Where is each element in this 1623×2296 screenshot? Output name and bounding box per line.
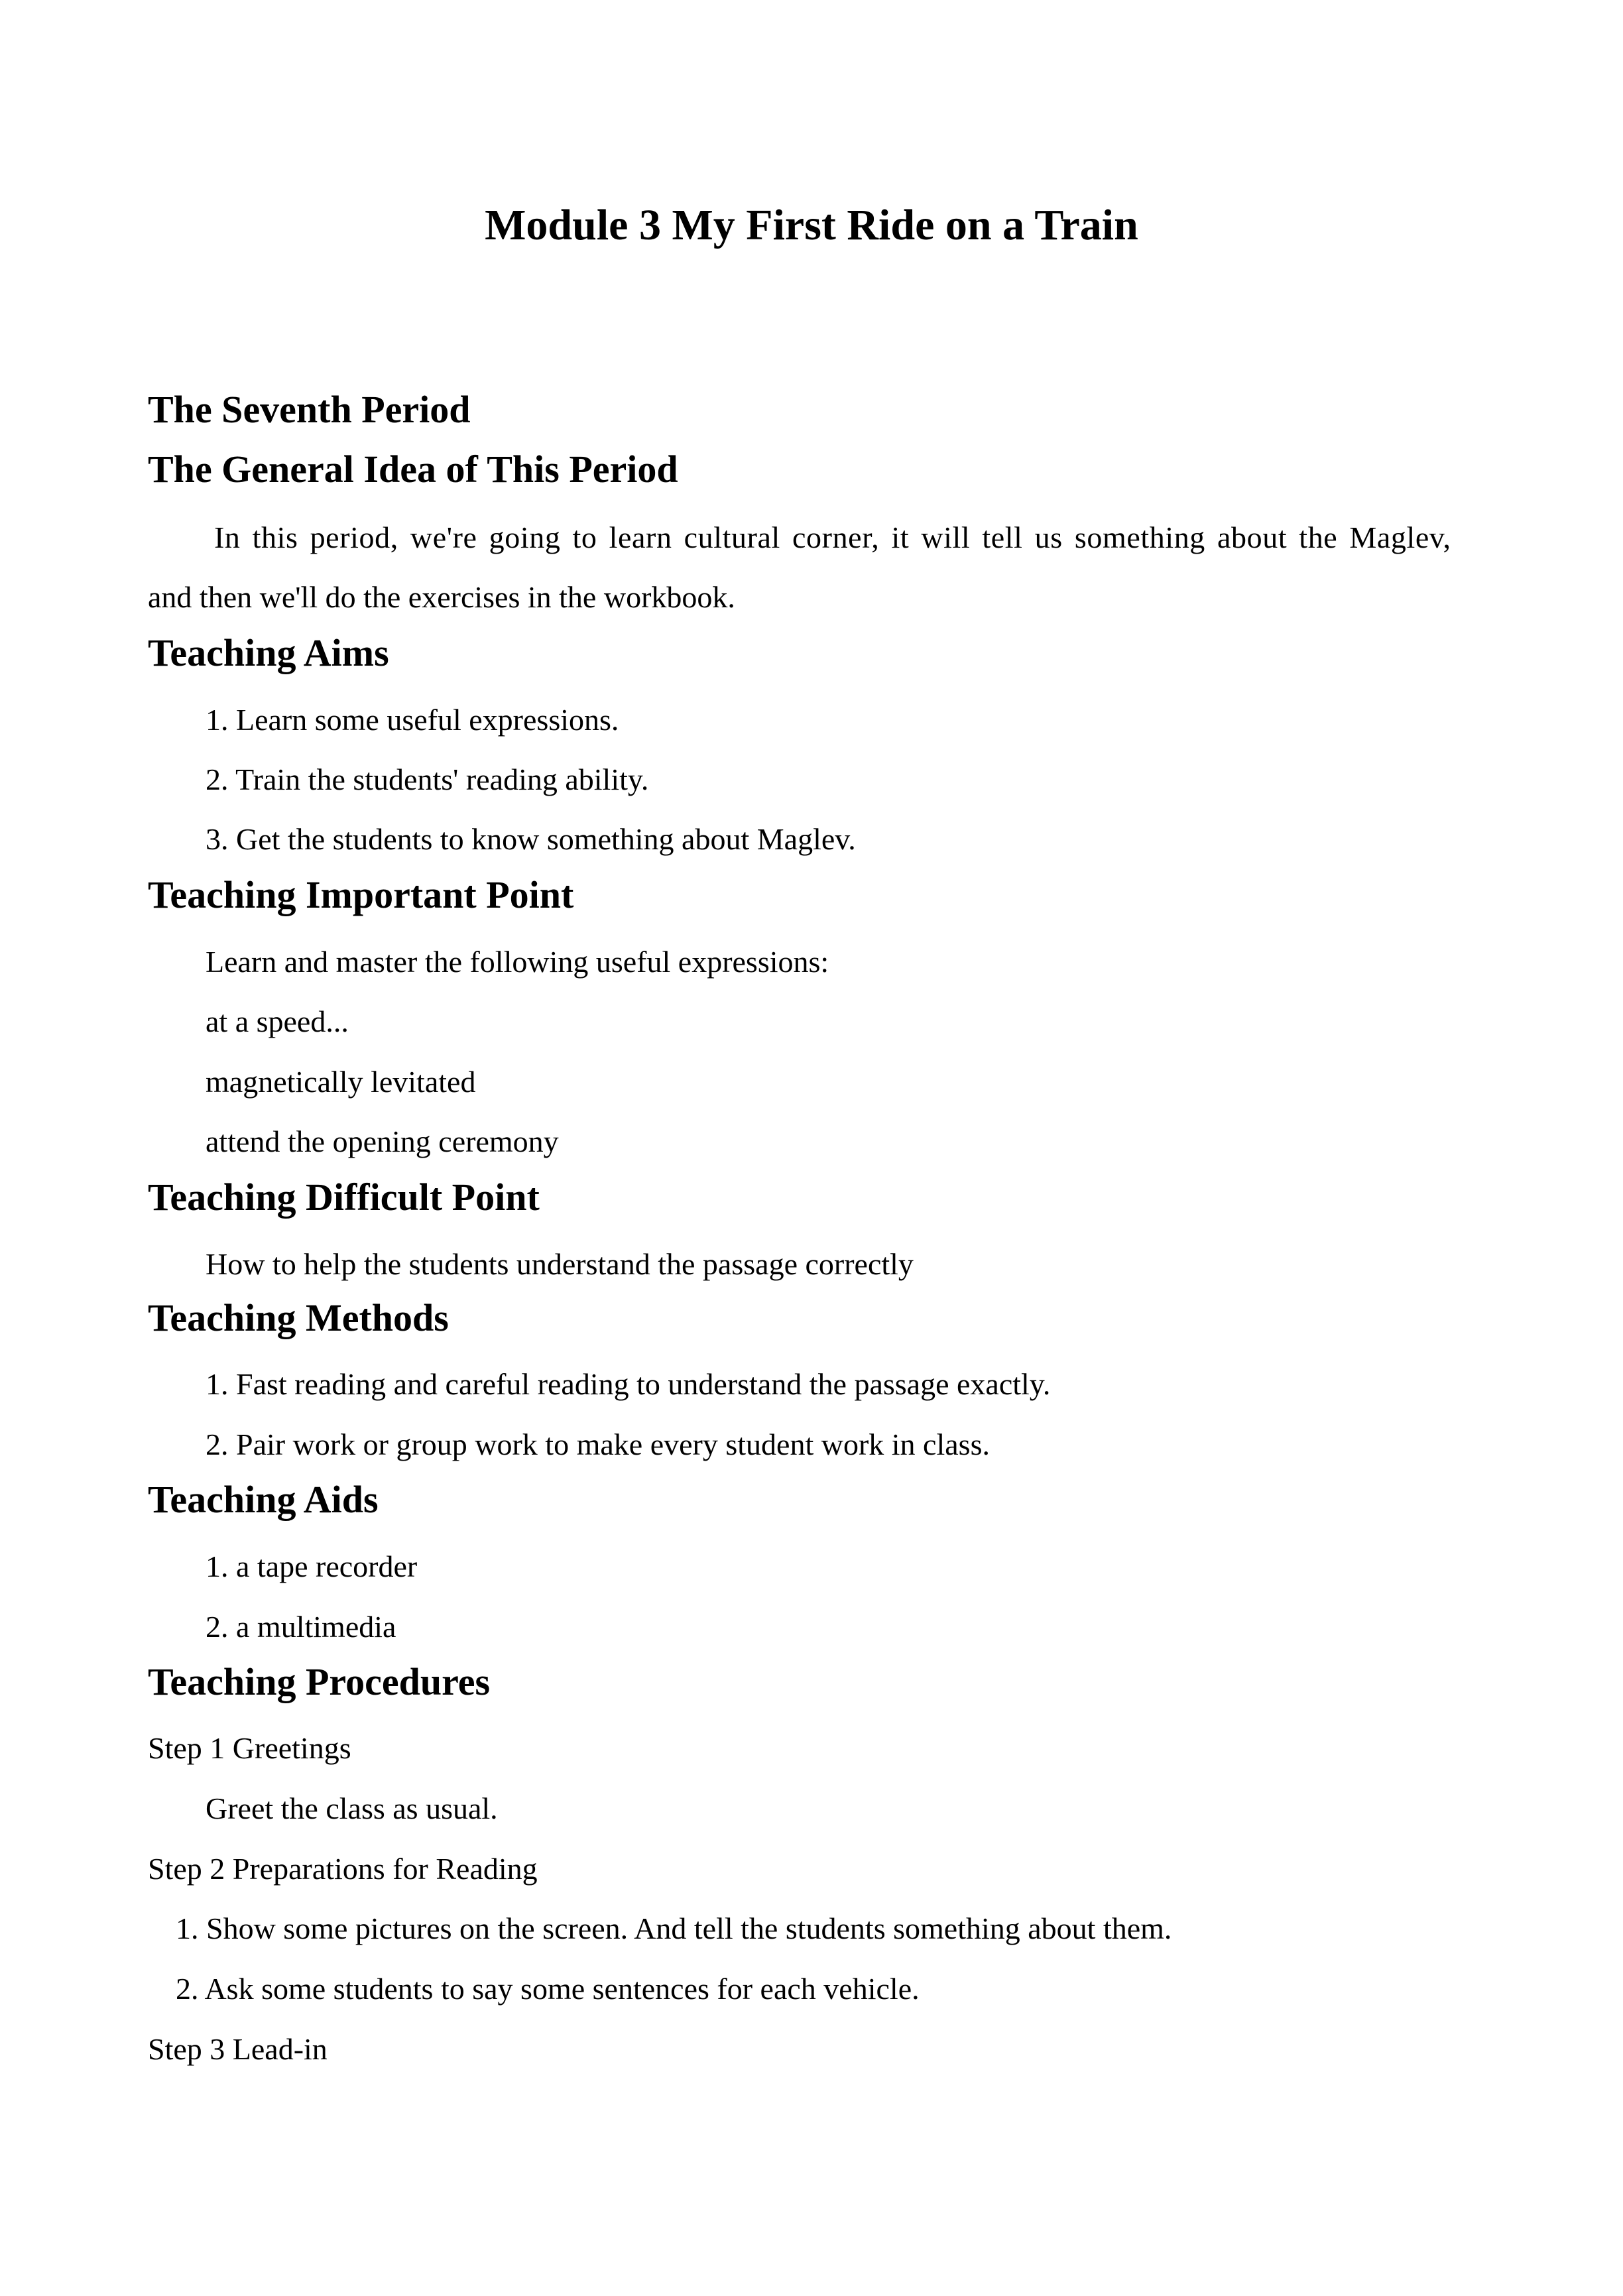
teaching-methods-heading: Teaching Methods xyxy=(148,1296,449,1339)
teaching-aids-item: 2. a multimedia xyxy=(206,1610,396,1644)
general-idea-heading: The General Idea of This Period xyxy=(148,448,678,491)
step-2-item: 1. Show some pictures on the screen. And tell the students something about them. xyxy=(176,1911,1172,1945)
important-point-heading: Teaching Important Point xyxy=(148,873,574,916)
teaching-aims-item: 2. Train the students' reading ability. xyxy=(206,762,649,796)
difficult-point-text: How to help the students understand the passage correctly xyxy=(206,1247,914,1281)
period-heading: The Seventh Period xyxy=(148,388,471,431)
important-point-expression: magnetically levitated xyxy=(206,1065,476,1099)
important-point-intro: Learn and master the following useful expressions: xyxy=(206,945,829,979)
important-point-expression: at a speed... xyxy=(206,1004,349,1038)
general-idea-text-line-1: In this period, we're going to learn cultural corner, it will tell us something about the Maglev, xyxy=(214,520,1451,554)
step-1-text: Greet the class as usual. xyxy=(206,1791,498,1825)
step-3-title: Step 3 Lead-in xyxy=(148,2032,328,2066)
teaching-aids-item: 1. a tape recorder xyxy=(206,1549,418,1583)
step-2-title: Step 2 Preparations for Reading xyxy=(148,1852,538,1886)
teaching-aims-heading: Teaching Aims xyxy=(148,631,389,674)
teaching-aims-item: 3. Get the students to know something about Maglev. xyxy=(206,822,856,856)
important-point-expression: attend the opening ceremony xyxy=(206,1124,559,1158)
step-1-title: Step 1 Greetings xyxy=(148,1731,351,1765)
teaching-methods-item: 2. Pair work or group work to make every student work in class. xyxy=(206,1427,990,1461)
page-title: Module 3 My First Ride on a Train xyxy=(485,201,1138,249)
teaching-methods-item: 1. Fast reading and careful reading to understand the passage exactly. xyxy=(206,1367,1051,1401)
teaching-procedures-heading: Teaching Procedures xyxy=(148,1660,491,1703)
teaching-aims-item: 1. Learn some useful expressions. xyxy=(206,703,619,737)
difficult-point-heading: Teaching Difficult Point xyxy=(148,1176,540,1219)
general-idea-text-line-2: and then we'll do the exercises in the workbook. xyxy=(148,580,735,614)
step-2-item: 2. Ask some students to say some sentences for each vehicle. xyxy=(176,1972,920,2006)
teaching-aids-heading: Teaching Aids xyxy=(148,1478,379,1521)
